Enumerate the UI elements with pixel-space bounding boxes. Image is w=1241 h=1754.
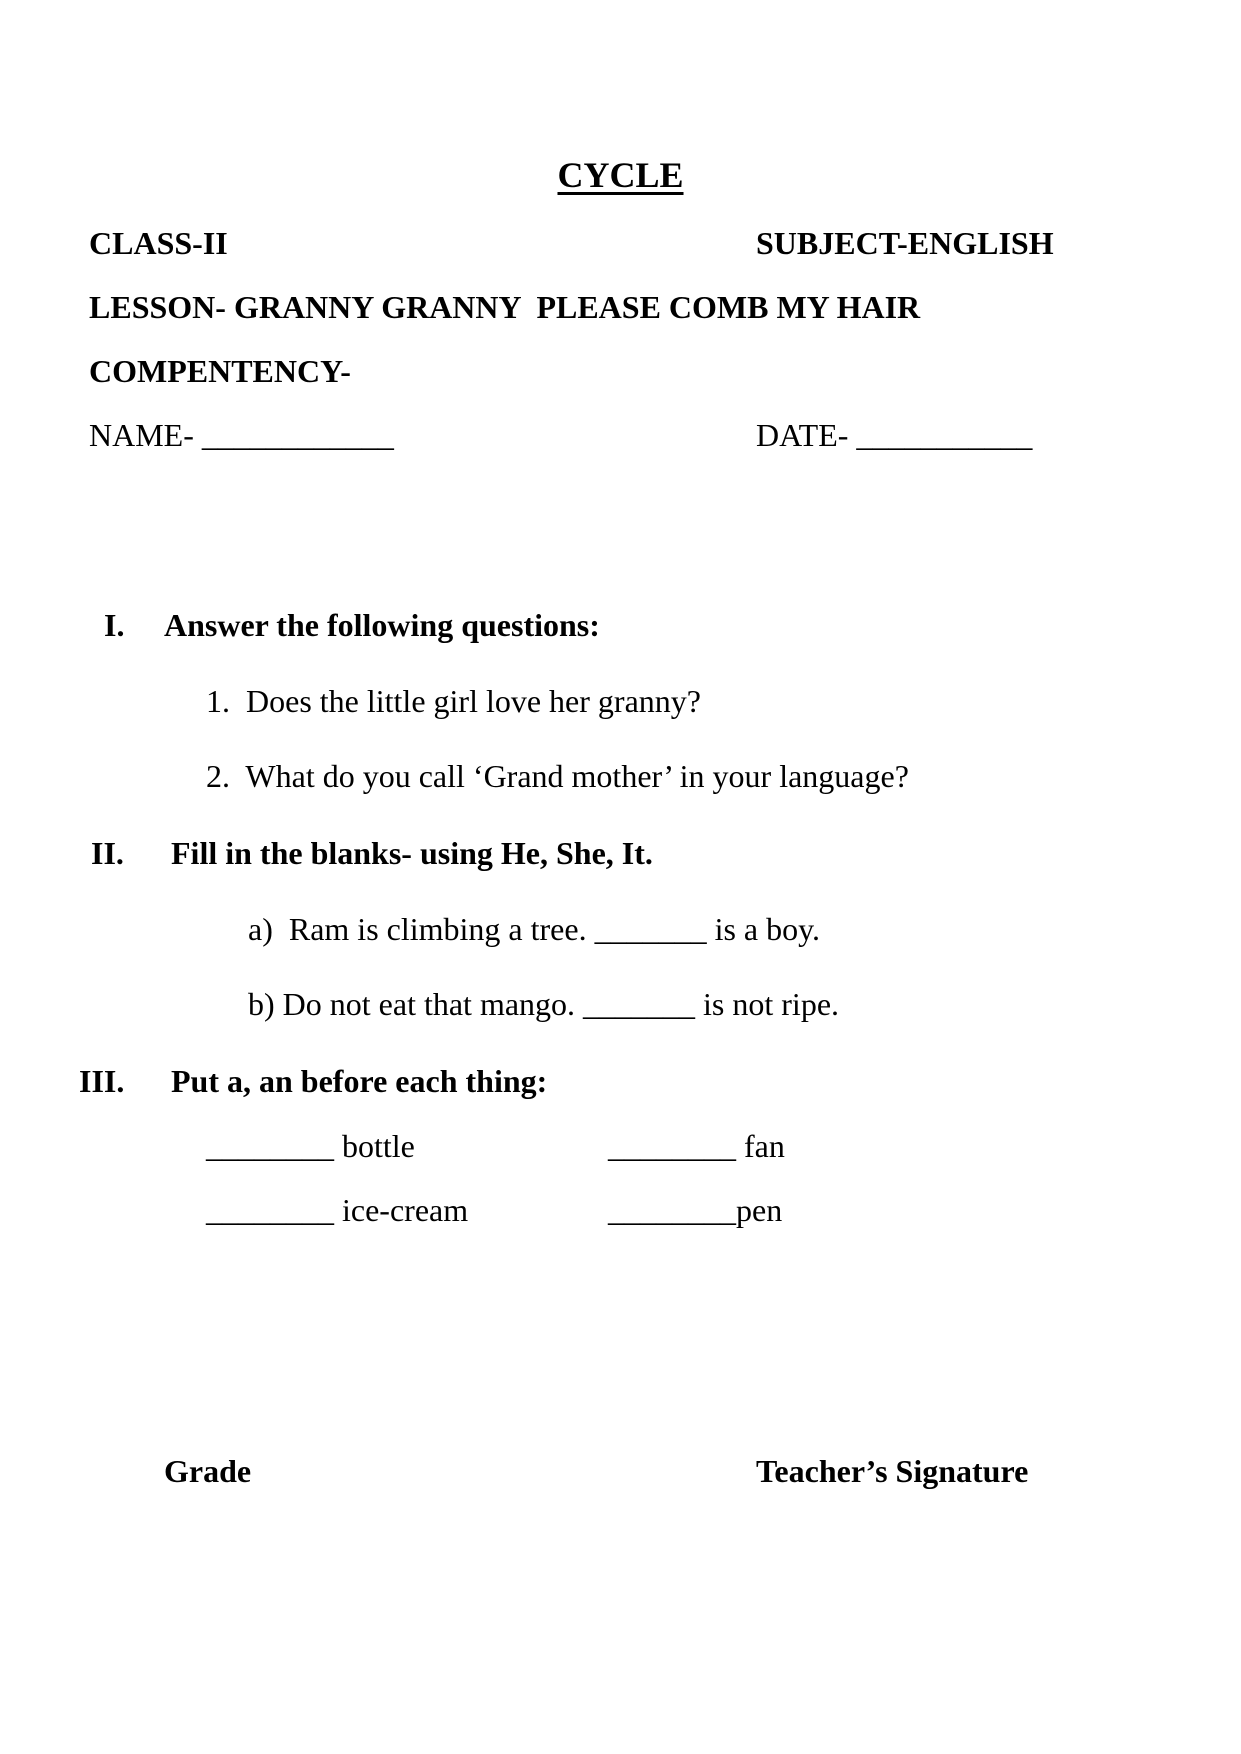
date-field: DATE- ___________ (756, 417, 1033, 453)
competency-label: COMPENTENCY- (89, 353, 351, 389)
section-3-heading: Put a, an before each thing: (171, 1063, 548, 1099)
section-2-item-b: b) Do not eat that mango. _______ is not ripe. (248, 986, 840, 1022)
section-3-item-bottle: ________ bottle (206, 1128, 415, 1164)
section-2-item-a: a) Ram is climbing a tree. _______ is a boy. (248, 911, 821, 947)
section-2-heading: Fill in the blanks- using He, She, It. (171, 835, 653, 871)
class-label: CLASS-II (89, 225, 228, 261)
section-2-numeral: II. (91, 835, 124, 871)
teacher-signature-label: Teacher’s Signature (756, 1453, 1029, 1489)
subject-label: SUBJECT-ENGLISH (756, 225, 1054, 261)
lesson-label: LESSON- GRANNY GRANNY PLEASE COMB MY HAIR (89, 289, 921, 325)
section-1-numeral: I. (104, 607, 125, 643)
section-1-heading: Answer the following questions: (164, 607, 600, 643)
section-3-item-ice-cream: ________ ice-cream (206, 1192, 469, 1228)
page-title: CYCLE (557, 155, 684, 195)
section-1-question-1: 1. Does the little girl love her granny? (206, 683, 701, 719)
section-1-question-2: 2. What do you call ‘Grand mother’ in your language? (206, 758, 909, 794)
section-3-item-fan: ________ fan (608, 1128, 785, 1164)
grade-label: Grade (164, 1453, 252, 1489)
section-3-item-pen: ________pen (608, 1192, 783, 1228)
name-field: NAME- ____________ (89, 417, 394, 453)
section-3-numeral: III. (79, 1063, 125, 1099)
